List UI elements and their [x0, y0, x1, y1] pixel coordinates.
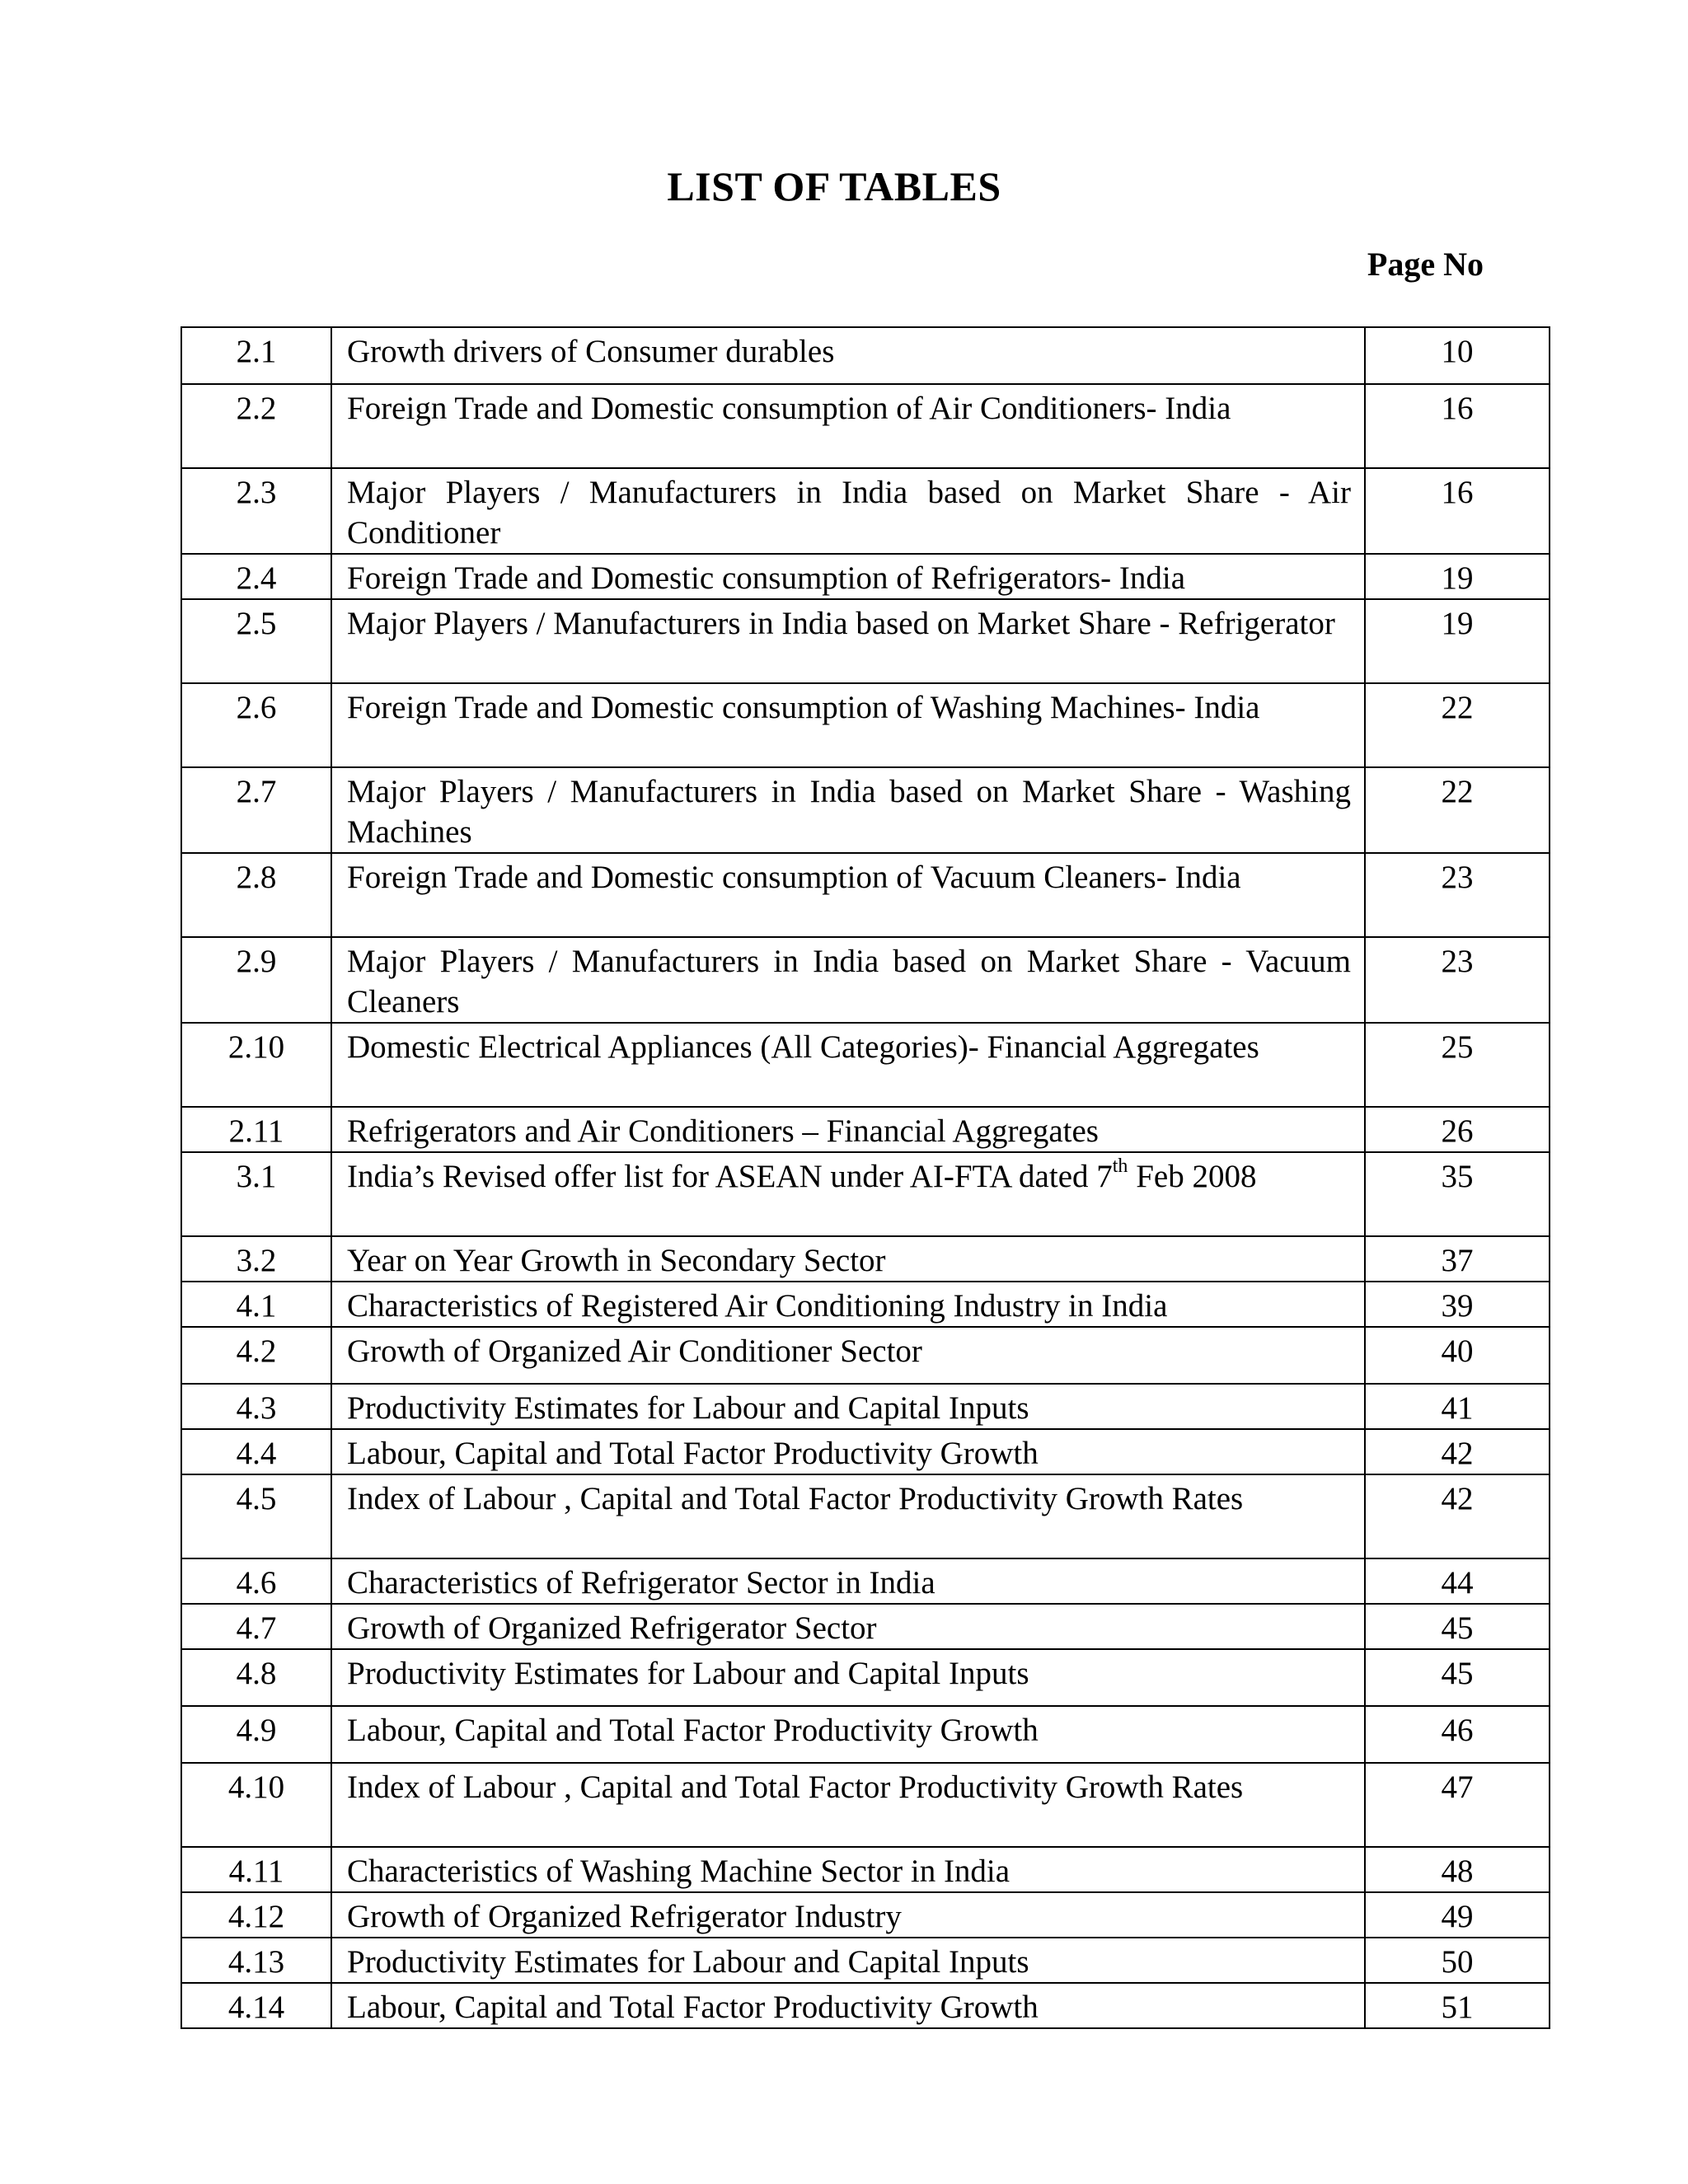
table-title: Characteristics of Registered Air Conditioning Industry in India	[331, 1282, 1365, 1327]
table-number: 2.7	[181, 767, 331, 853]
table-page-number: 42	[1365, 1474, 1550, 1558]
table-number: 2.11	[181, 1107, 331, 1152]
table-page-number: 50	[1365, 1938, 1550, 1983]
list-of-tables	[181, 326, 1550, 2029]
table-page-number: 44	[1365, 1558, 1550, 1604]
table-title: Foreign Trade and Domestic consumption of Refrigerators- India	[331, 554, 1365, 599]
table-number: 3.1	[181, 1152, 331, 1236]
table-title: Growth drivers of Consumer durables	[331, 327, 1365, 384]
table-number: 2.6	[181, 683, 331, 767]
table-page-number: 22	[1365, 683, 1550, 767]
table-page-number: 51	[1365, 1983, 1550, 2028]
table-row	[181, 767, 1550, 853]
table-title-text: India’s Revised offer list for ASEAN under AI-FTA dated 7	[347, 1159, 1113, 1194]
table-title: Characteristics of Refrigerator Sector in India	[331, 1558, 1365, 1604]
table-number: 4.7	[181, 1604, 331, 1649]
table-page-number: 37	[1365, 1236, 1550, 1282]
table-page-number: 49	[1365, 1892, 1550, 1938]
table-page-number: 42	[1365, 1429, 1550, 1474]
table-row	[181, 384, 1550, 468]
table-page-number: 16	[1365, 384, 1550, 468]
page-title: LIST OF TABLES	[667, 163, 1001, 209]
table-number: 4.1	[181, 1282, 331, 1327]
table-number: 4.2	[181, 1327, 331, 1384]
table-row	[181, 853, 1550, 937]
table-number: 4.14	[181, 1983, 331, 2028]
table-number: 4.4	[181, 1429, 331, 1474]
table-row	[181, 1023, 1550, 1107]
table-number: 2.2	[181, 384, 331, 468]
table-title: Foreign Trade and Domestic consumption of Vacuum Cleaners- India	[331, 853, 1365, 937]
table-number: 2.4	[181, 554, 331, 599]
table-row	[181, 1429, 1550, 1474]
table-title: Labour, Capital and Total Factor Productivity Growth	[331, 1706, 1365, 1763]
table-page-number: 23	[1365, 853, 1550, 937]
table-row	[181, 1236, 1550, 1282]
table-row	[181, 1384, 1550, 1429]
table-number: 2.1	[181, 327, 331, 384]
table-title: Growth of Organized Refrigerator Sector	[331, 1604, 1365, 1649]
table-number: 4.8	[181, 1649, 331, 1706]
table-title: Labour, Capital and Total Factor Productivity Growth	[331, 1983, 1365, 2028]
table-row	[181, 1282, 1550, 1327]
table-number: 2.8	[181, 853, 331, 937]
table-page-number: 10	[1365, 327, 1550, 384]
table-page-number: 41	[1365, 1384, 1550, 1429]
table-number: 3.2	[181, 1236, 331, 1282]
table-row	[181, 1152, 1550, 1236]
table-row	[181, 1558, 1550, 1604]
table-page-number: 26	[1365, 1107, 1550, 1152]
table-row	[181, 599, 1550, 683]
table-title: Productivity Estimates for Labour and Capital Inputs	[331, 1649, 1365, 1706]
table-page-number: 40	[1365, 1327, 1550, 1384]
table-number: 2.5	[181, 599, 331, 683]
table-title: Index of Labour , Capital and Total Factor Productivity Growth Rates	[331, 1763, 1365, 1847]
page-no-column-label: Page No	[1367, 246, 1484, 283]
table-number: 4.3	[181, 1384, 331, 1429]
table-title: Refrigerators and Air Conditioners – Financial Aggregates	[331, 1107, 1365, 1152]
table-row	[181, 1763, 1550, 1847]
table-page-number: 23	[1365, 937, 1550, 1023]
table-title: Year on Year Growth in Secondary Sector	[331, 1236, 1365, 1282]
table-page-number: 45	[1365, 1604, 1550, 1649]
table-row	[181, 937, 1550, 1023]
ordinal-superscript: th	[1112, 1155, 1128, 1177]
table-page-number: 22	[1365, 767, 1550, 853]
table-page-number: 35	[1365, 1152, 1550, 1236]
table-page-number: 39	[1365, 1282, 1550, 1327]
table-title: Foreign Trade and Domestic consumption of Washing Machines- India	[331, 683, 1365, 767]
table-number: 4.9	[181, 1706, 331, 1763]
table-row	[181, 1706, 1550, 1763]
table-title: Growth of Organized Refrigerator Industry	[331, 1892, 1365, 1938]
table-title: Major Players / Manufacturers in India based on Market Share - Air Conditioner	[331, 468, 1365, 554]
table-row	[181, 1983, 1550, 2028]
table-page-number: 16	[1365, 468, 1550, 554]
table-number: 2.10	[181, 1023, 331, 1107]
table-page-number: 19	[1365, 599, 1550, 683]
table-title-text-continued: Feb 2008	[1128, 1159, 1257, 1194]
table-page-number: 47	[1365, 1763, 1550, 1847]
table-row	[181, 1649, 1550, 1706]
table-title: Domestic Electrical Appliances (All Categories)- Financial Aggregates	[331, 1023, 1365, 1107]
table-row	[181, 554, 1550, 599]
table-row	[181, 1847, 1550, 1892]
table-page-number: 25	[1365, 1023, 1550, 1107]
table-title: Major Players / Manufacturers in India based on Market Share - Washing Machines	[331, 767, 1365, 853]
table-row	[181, 1604, 1550, 1649]
table-title: Index of Labour , Capital and Total Factor Productivity Growth Rates	[331, 1474, 1365, 1558]
table-page-number: 48	[1365, 1847, 1550, 1892]
table-title: Productivity Estimates for Labour and Capital Inputs	[331, 1938, 1365, 1983]
table-title: Major Players / Manufacturers in India based on Market Share - Vacuum Cleaners	[331, 937, 1365, 1023]
table-number: 2.9	[181, 937, 331, 1023]
table-number: 4.6	[181, 1558, 331, 1604]
table-title: Major Players / Manufacturers in India based on Market Share - Refrigerator	[331, 599, 1365, 683]
table-row	[181, 327, 1550, 384]
table-row	[181, 1938, 1550, 1983]
table-title: Labour, Capital and Total Factor Productivity Growth	[331, 1429, 1365, 1474]
table-title: Characteristics of Washing Machine Sector in India	[331, 1847, 1365, 1892]
table-number: 4.10	[181, 1763, 331, 1847]
table-row	[181, 1892, 1550, 1938]
table-number: 4.13	[181, 1938, 331, 1983]
table-row	[181, 683, 1550, 767]
table-number: 4.11	[181, 1847, 331, 1892]
table-title: Productivity Estimates for Labour and Capital Inputs	[331, 1384, 1365, 1429]
table-page-number: 46	[1365, 1706, 1550, 1763]
table-title: Growth of Organized Air Conditioner Sector	[331, 1327, 1365, 1384]
table-page-number: 45	[1365, 1649, 1550, 1706]
table-title	[331, 1152, 1365, 1236]
table-number: 4.12	[181, 1892, 331, 1938]
table-title: Foreign Trade and Domestic consumption of Air Conditioners- India	[331, 384, 1365, 468]
table-number: 4.5	[181, 1474, 331, 1558]
table-page-number: 19	[1365, 554, 1550, 599]
table-number: 2.3	[181, 468, 331, 554]
table-row	[181, 1107, 1550, 1152]
table-row	[181, 468, 1550, 554]
table-row	[181, 1474, 1550, 1558]
table-row	[181, 1327, 1550, 1384]
